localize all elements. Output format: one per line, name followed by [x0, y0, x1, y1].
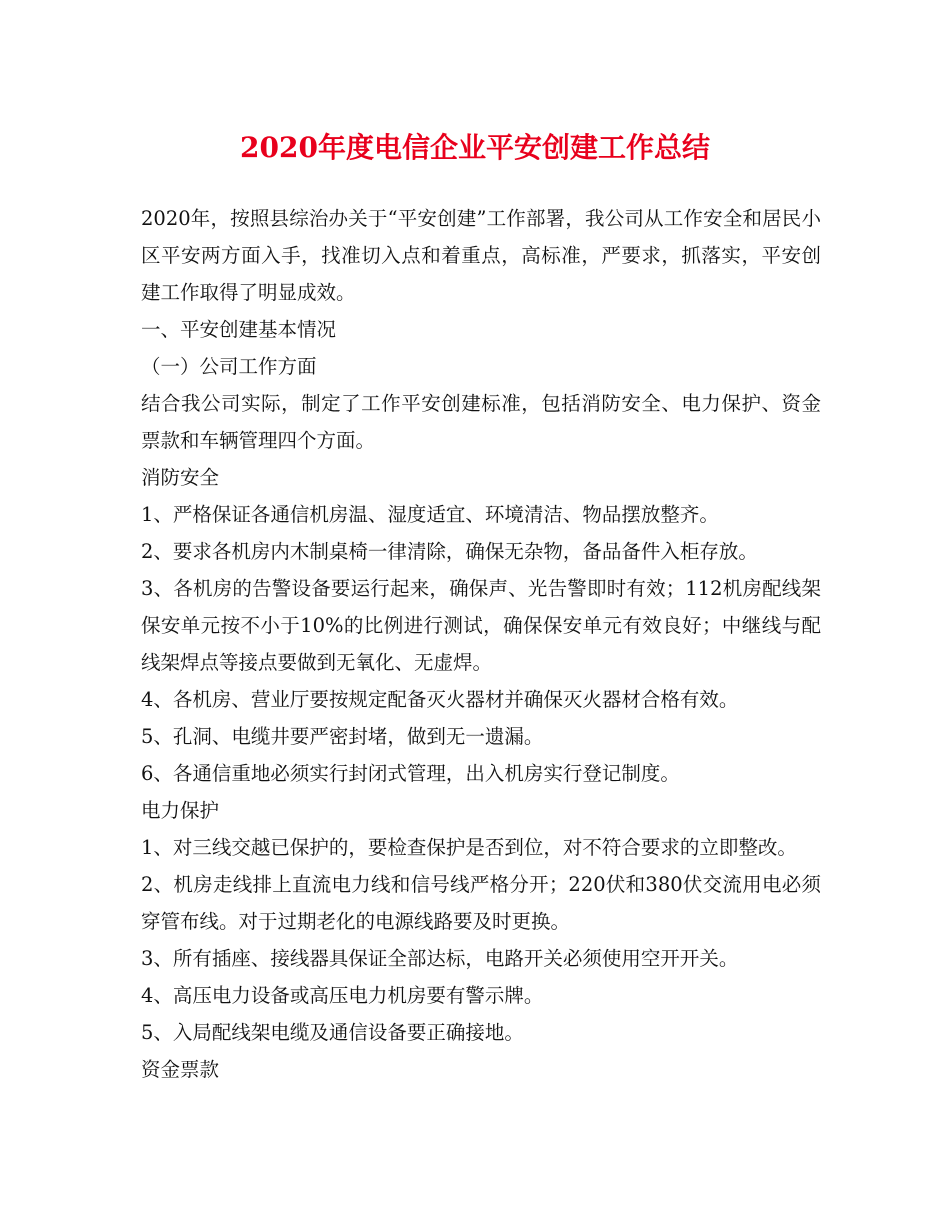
category-heading-fire-safety: 消防安全: [141, 466, 220, 489]
list-item: 4、高压电力设备或高压电力机房要有警示牌。: [141, 984, 544, 1007]
subsection-heading: （一）公司工作方面: [141, 355, 317, 378]
list-item: 1、严格保证各通信机房温、湿度适宜、环境清洁、物品摆放整齐。: [141, 503, 719, 526]
list-item: 6、各通信重地必须实行封闭式管理，出入机房实行登记制度。: [141, 762, 680, 785]
list-item: 3、所有插座、接线器具保证全部达标，电路开关必须使用空开开关。: [141, 947, 739, 970]
category-heading-funds: 资金票款: [141, 1058, 220, 1081]
list-item: 2、机房走线排上直流电力线和信号线严格分开；220伏和380伏交流用电必须穿管布线。对于过期老化的电源线路要及时更换。: [141, 873, 821, 933]
category-heading-power-protection: 电力保护: [141, 799, 220, 822]
document-body: [141, 200, 821, 1088]
document-title: 2020年度电信企业平安创建工作总结: [240, 131, 710, 164]
section-heading: 一、平安创建基本情况: [141, 318, 337, 341]
list-item: 3、各机房的告警设备要运行起来，确保声、光告警即时有效；112机房配线架保安单元按不小于10%的比例进行测试，确保保安单元有效良好；中继线与配线架焊点等接点要做到无氧化、无虚焊。: [141, 577, 821, 674]
paragraph-intro: 2020年，按照县综治办关于“平安创建”工作部署，我公司从工作安全和居民小区平安两方面入手，找准切入点和着重点，高标准，严要求，抓落实，平安创建工作取得了明显成效。: [141, 207, 821, 304]
list-item: 5、孔洞、电缆井要严密封堵，做到无一遗漏。: [141, 725, 544, 748]
list-item: 2、要求各机房内木制桌椅一律清除，确保无杂物，备品备件入柜存放。: [141, 540, 758, 563]
list-item: 4、各机房、营业厅要按规定配备灭火器材并确保灭火器材合格有效。: [141, 688, 739, 711]
list-item: 5、入局配线架电缆及通信设备要正确接地。: [141, 1021, 524, 1044]
list-item: 1、对三线交越已保护的，要检查保护是否到位，对不符合要求的立即整改。: [141, 836, 797, 859]
paragraph: 结合我公司实际，制定了工作平安创建标准，包括消防安全、电力保护、资金票款和车辆管理四个方面。: [141, 392, 821, 452]
